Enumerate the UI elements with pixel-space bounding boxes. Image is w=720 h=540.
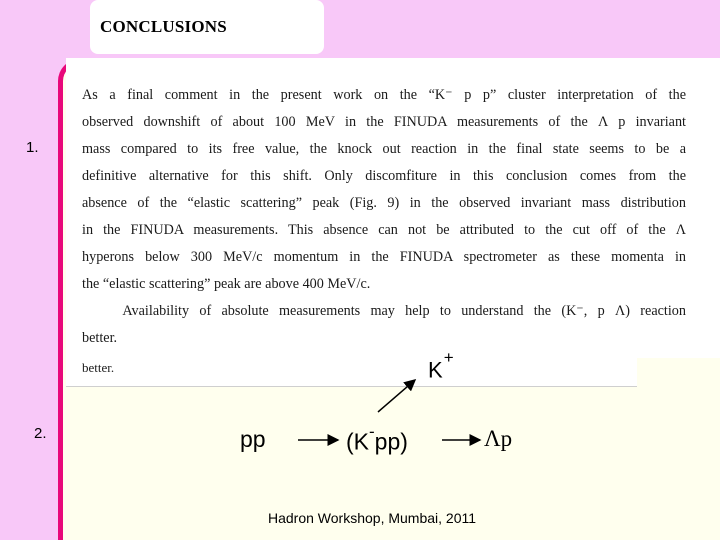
excerpt-line: As a final comment in the present work on the “K⁻ p p” cluster interpretation of the	[82, 87, 686, 103]
excerpt-line: absence of the “elastic scattering” peak (Fig. 9) in the observed invariant mass distribution	[82, 195, 686, 211]
arrow-kaon-emission	[378, 380, 415, 412]
excerpt-overflow-text: better.	[82, 360, 115, 375]
item-number-1: 1.	[26, 139, 39, 156]
slide-title: CONCLUSIONS	[100, 17, 227, 36]
reaction-final: Λp	[484, 426, 513, 451]
excerpt-line: in the FINUDA measurements. This absence can not be attributed to the cut off of the Λ	[82, 222, 686, 238]
excerpt-line: observed downshift of about 100 MeV in the FINUDA measurements of the Λ p invariant	[82, 114, 686, 130]
excerpt-line: hyperons below 300 MeV/c momentum in the FINUDA spectrometer as these momenta in	[82, 249, 686, 265]
excerpt-line: Availability of absolute measurements may help to understand the (K⁻, p Λ) reaction	[82, 303, 686, 319]
kaon-charge: +	[443, 348, 454, 367]
excerpt-line: definitive alternative for this shift. Only discomfiture in this conclusion comes from the	[82, 168, 686, 184]
intermediate-open: (K	[346, 428, 369, 455]
excerpt-line: mass compared to its free value, the knock out reaction in the final state seems to be a	[82, 141, 686, 157]
reaction-initial: pp	[240, 426, 266, 452]
footer-text: Hadron Workshop, Mumbai, 2011	[268, 510, 477, 526]
excerpt-line: the “elastic scattering” peak are above 400 MeV/c.	[82, 276, 371, 292]
kaon-symbol: K	[428, 357, 443, 383]
intermediate-close: pp)	[374, 428, 408, 455]
item-number-2: 2.	[34, 425, 47, 442]
excerpt-line: better.	[82, 330, 118, 346]
intermediate-charge: -	[369, 422, 375, 441]
